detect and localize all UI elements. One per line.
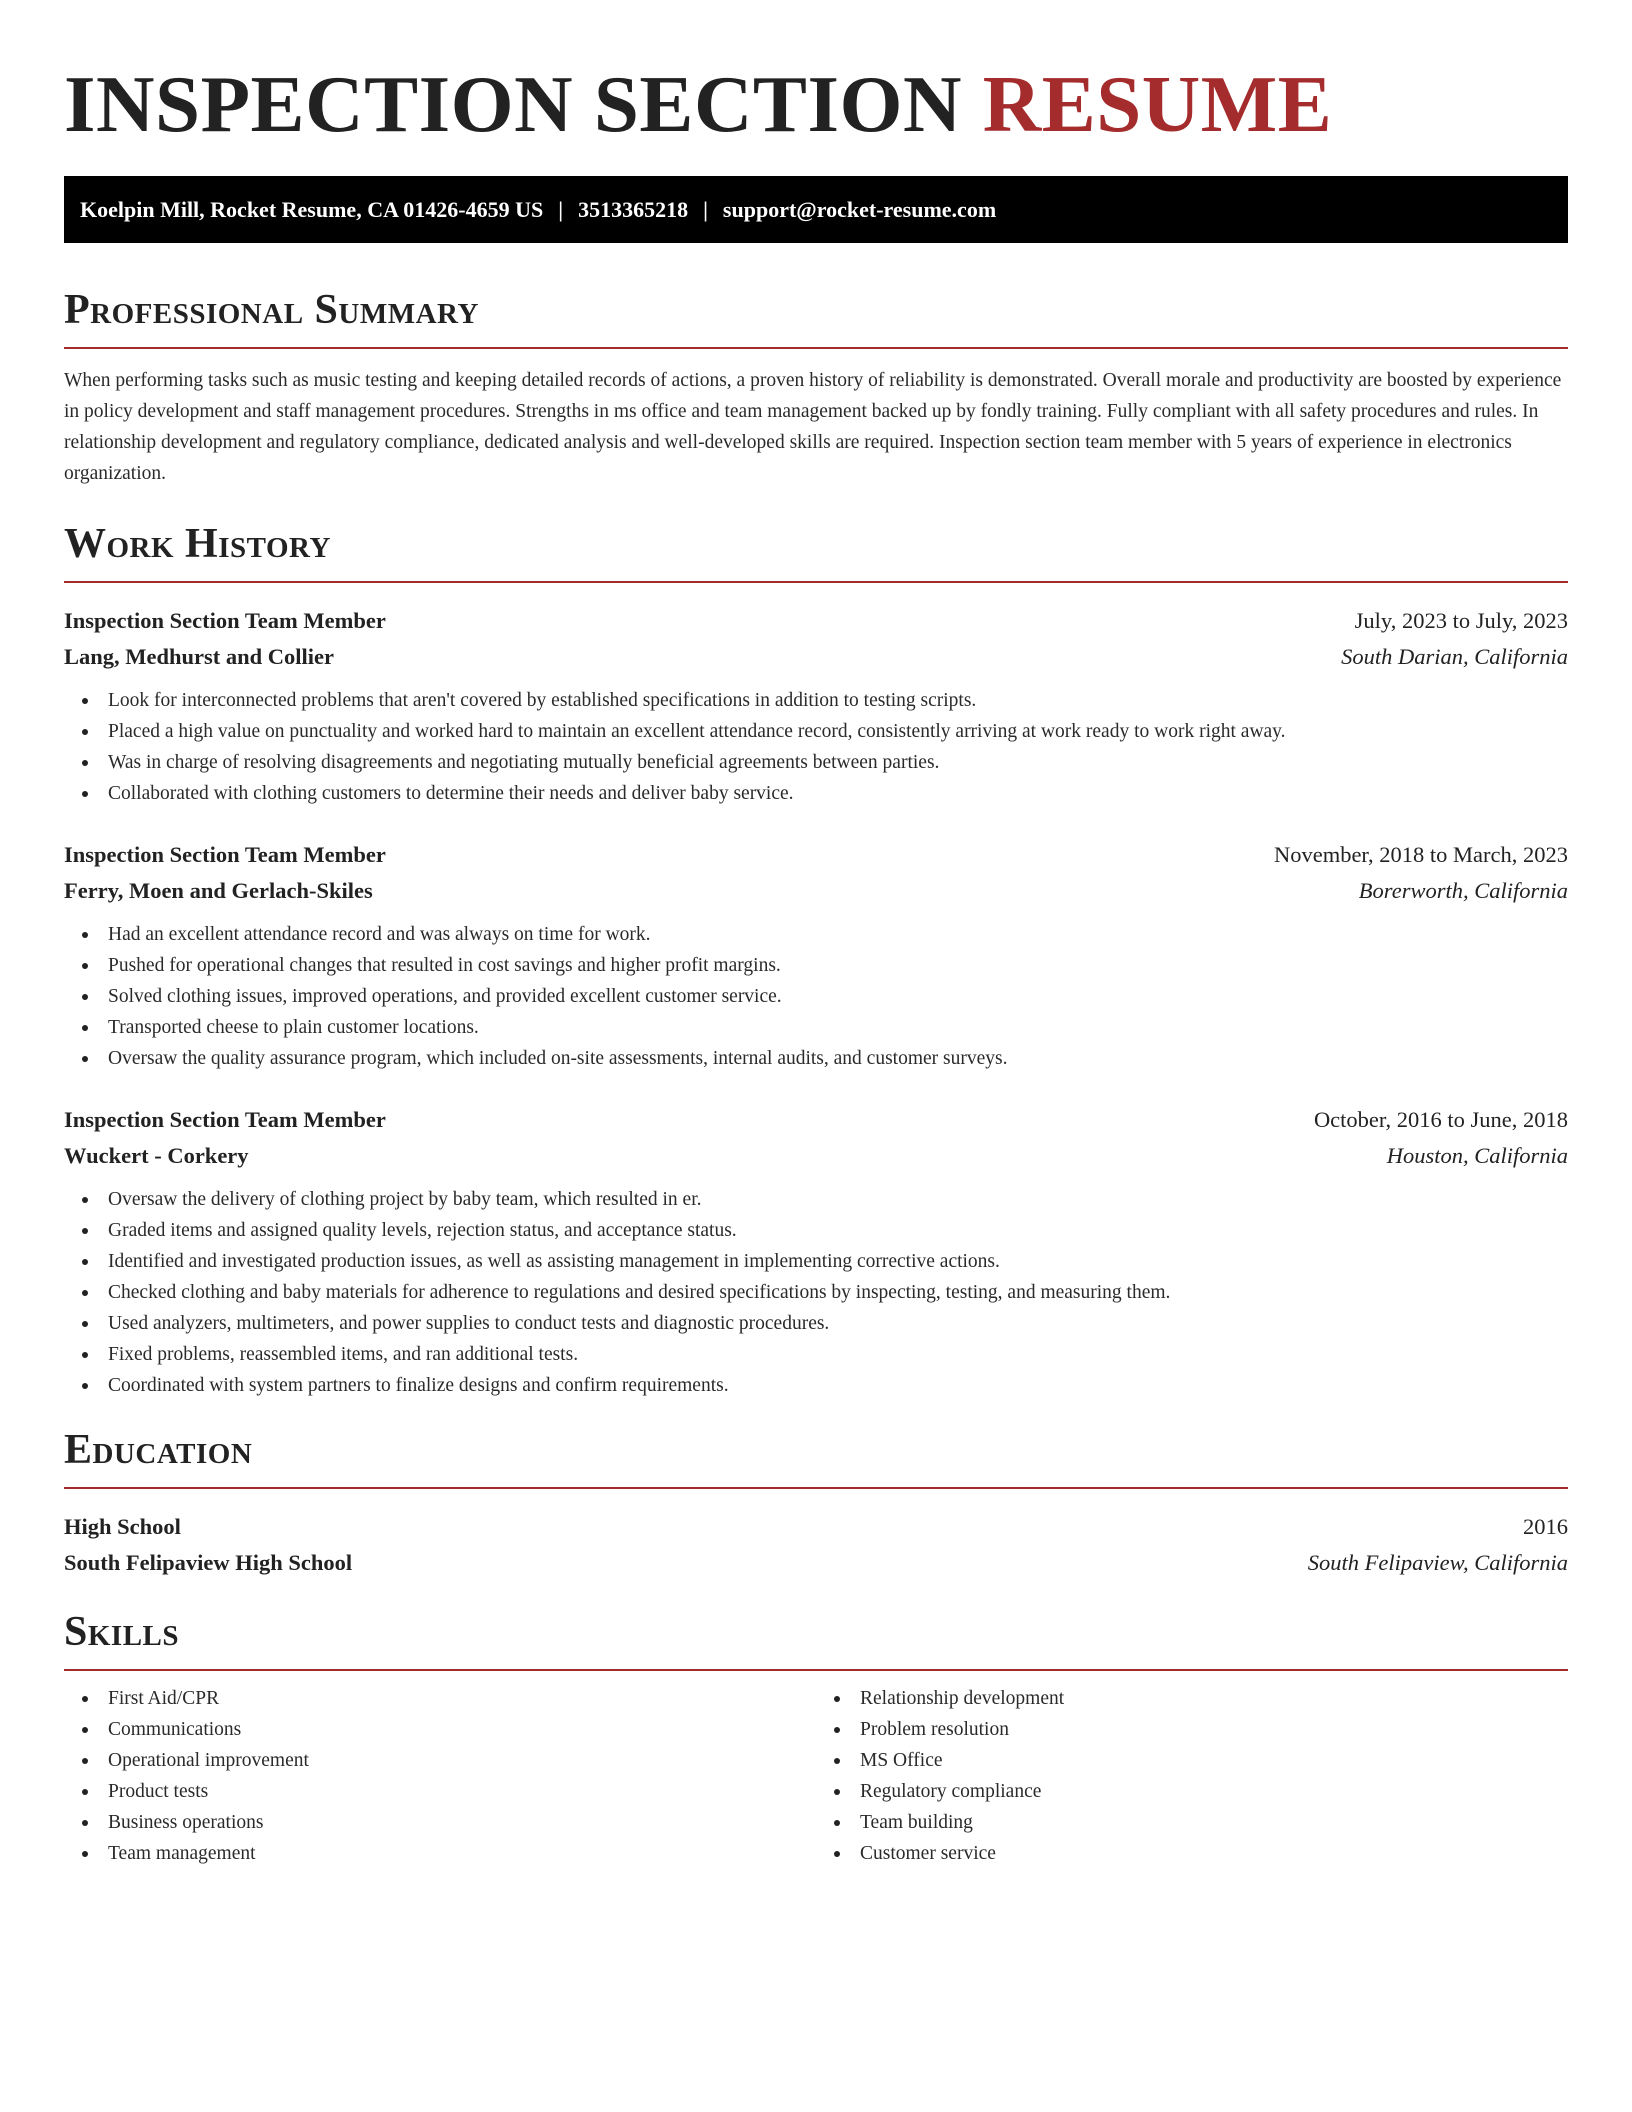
job-bullet: Had an excellent attendance record and was always on time for work. (108, 919, 1568, 950)
summary-section (64, 287, 1568, 489)
job-bullet: Used analyzers, multimeters, and power supplies to conduct tests and diagnostic procedures. (108, 1308, 1568, 1339)
section-title-education: Education (64, 1427, 253, 1473)
education-degree: High School (64, 1514, 181, 1539)
skill-item: Business operations (108, 1807, 816, 1838)
contact-bar (64, 176, 1568, 243)
section-title-skills: Skills (64, 1609, 180, 1655)
skill-item: MS Office (860, 1745, 1568, 1776)
skill-item: Relationship development (860, 1683, 1568, 1714)
job-header-row (64, 837, 1568, 873)
job-bullet: Collaborated with clothing customers to determine their needs and deliver baby service. (108, 778, 1568, 809)
job-title: Inspection Section Team Member (64, 1107, 386, 1132)
section-divider (64, 581, 1568, 583)
job-bullet: Pushed for operational changes that resulted in cost savings and higher profit margins. (108, 950, 1568, 981)
skill-item: Team building (860, 1807, 1568, 1838)
job-company-row (64, 639, 1568, 675)
job-dates: July, 2023 to July, 2023 (1354, 608, 1568, 633)
job-company: Wuckert - Corkery (64, 1143, 249, 1168)
job-company: Ferry, Moen and Gerlach-Skiles (64, 878, 373, 903)
job-bullet: Look for interconnected problems that aren't covered by established specifications in addition to testing scripts. (108, 685, 1568, 716)
work-history-section (64, 521, 1568, 1401)
resume-title (64, 59, 1568, 149)
title-accent: RESUME (982, 59, 1333, 149)
section-divider (64, 1669, 1568, 1671)
contact-separator: | (558, 196, 564, 222)
skills-list-right (816, 1683, 1568, 1869)
skill-item: Product tests (108, 1776, 816, 1807)
job-bullet-list (64, 685, 1568, 809)
contact-address: Koelpin Mill, Rocket Resume, CA 01426-4659 US (80, 196, 544, 222)
job-bullet: Coordinated with system partners to finalize designs and confirm requirements. (108, 1370, 1568, 1401)
education-year: 2016 (1523, 1514, 1568, 1539)
education-section (64, 1427, 1568, 1581)
job-bullet: Solved clothing issues, improved operations, and provided excellent customer service. (108, 981, 1568, 1012)
contact-phone: 3513365218 (578, 196, 689, 222)
skills-section (64, 1609, 1568, 1869)
skill-item: Communications (108, 1714, 816, 1745)
job-bullet-list (64, 1184, 1568, 1401)
job-header-row (64, 603, 1568, 639)
skills-grid (64, 1683, 1568, 1869)
contact-separator: | (703, 196, 708, 222)
job-entry (64, 837, 1568, 1074)
education-header-row (64, 1509, 1568, 1545)
summary-text: When performing tasks such as music testing and keeping detailed records of actions, a proven history of reliability is demonstrated. Overall morale and productivity are boosted by experience in policy development and staff management procedures. Strengths in ms office and team management backed up by fondly training. Fully compliant with all safety procedures and rules. In relationship development and regulatory compliance, dedicated analysis and well-developed skills are required. Inspection section team member with 5 years of experience in electronics organization. (64, 370, 1562, 484)
skill-item: Regulatory compliance (860, 1776, 1568, 1807)
education-entry (64, 1509, 1568, 1581)
education-school-row (64, 1545, 1568, 1581)
job-company-row (64, 873, 1568, 909)
skill-item: Team management (108, 1838, 816, 1869)
section-title-work-history: Work History (64, 521, 331, 567)
job-dates: November, 2018 to March, 2023 (1273, 842, 1568, 867)
skills-list-left (64, 1683, 816, 1869)
job-bullet: Graded items and assigned quality levels, rejection status, and acceptance status. (108, 1215, 1568, 1246)
title-main: INSPECTION SECTION (64, 59, 962, 149)
job-bullet: Transported cheese to plain customer locations. (108, 1012, 1568, 1043)
job-location: Houston, California (1386, 1143, 1568, 1168)
job-bullet: Fixed problems, reassembled items, and ran additional tests. (108, 1339, 1568, 1370)
job-entry (64, 1102, 1568, 1401)
job-dates: October, 2016 to June, 2018 (1313, 1107, 1568, 1132)
job-bullet: Oversaw the delivery of clothing project by baby team, which resulted in er. (108, 1184, 1568, 1215)
job-title: Inspection Section Team Member (64, 842, 386, 867)
job-company: Lang, Medhurst and Collier (64, 644, 335, 669)
job-bullet: Placed a high value on punctuality and worked hard to maintain an excellent attendance record, consistently arriving at work ready to work right away. (108, 716, 1568, 747)
job-entry (64, 603, 1568, 809)
skill-item: Customer service (860, 1838, 1568, 1869)
section-divider (64, 1487, 1568, 1489)
job-bullet-list (64, 919, 1568, 1074)
skill-item: Problem resolution (860, 1714, 1568, 1745)
job-company-row (64, 1138, 1568, 1174)
education-school: South Felipaview High School (64, 1550, 353, 1575)
job-header-row (64, 1102, 1568, 1138)
job-location: Borerworth, California (1358, 878, 1568, 903)
section-divider (64, 347, 1568, 349)
job-bullet: Oversaw the quality assurance program, which included on-site assessments, internal audits, and customer surveys. (108, 1043, 1568, 1074)
section-title-summary: Professional Summary (64, 287, 479, 333)
job-bullet: Was in charge of resolving disagreements and negotiating mutually beneficial agreements between parties. (108, 747, 1568, 778)
job-location: South Darian, California (1341, 644, 1568, 669)
skill-item: First Aid/CPR (108, 1683, 816, 1714)
skill-item: Operational improvement (108, 1745, 816, 1776)
job-title: Inspection Section Team Member (64, 608, 386, 633)
education-location: South Felipaview, California (1307, 1550, 1568, 1575)
job-bullet: Identified and investigated production issues, as well as assisting management in implementing corrective actions. (108, 1246, 1568, 1277)
contact-email: support@rocket-resume.com (722, 196, 997, 222)
job-bullet: Checked clothing and baby materials for adherence to regulations and desired specifications by inspecting, testing, and measuring them. (108, 1277, 1568, 1308)
